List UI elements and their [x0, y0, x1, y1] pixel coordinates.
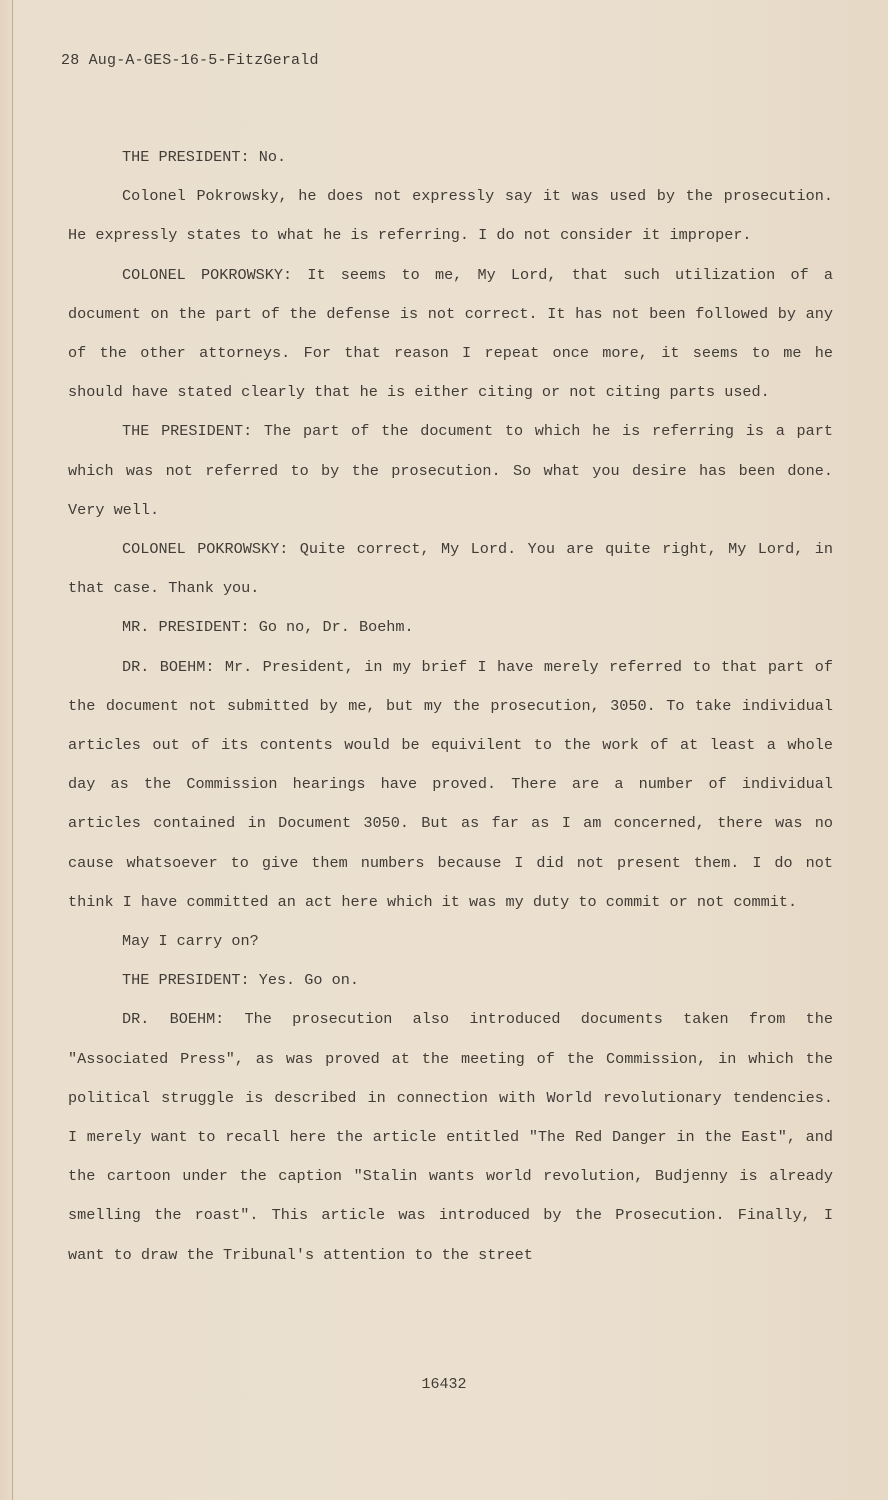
- paragraph-president-yes: THE PRESIDENT: Yes. Go on.: [122, 971, 359, 990]
- document-body: [68, 138, 833, 1275]
- page-number: 16432: [421, 1376, 467, 1393]
- paragraph-pokrowsky-agrees: COLONEL POKROWSKY: Quite correct, My Lord. You are quite right, My Lord, in that case. Thank you.: [68, 540, 833, 598]
- paragraph-president-ruling: Colonel Pokrowsky, he does not expressly say it was used by the prosecution. He expressly states to what he is referring. I do not consider it improper.: [68, 187, 833, 245]
- page-edge-line: [12, 0, 13, 1500]
- paragraph-boehm-documents: DR. BOEHM: The prosecution also introduced documents taken from the "Associated Press", as was proved at the meeting of the Commission, in which the political struggle is described in connection with World revolutionary tendencies. I merely want to recall here the article entitled "The Red Danger in the East", and the cartoon under the caption "Stalin wants world revolution, Budjenny is already smelling the roast". This article was introduced by the Prosecution. Finally, I want to draw the Tribunal's attention to the street: [68, 1010, 833, 1264]
- paragraph-boehm-brief: DR. BOEHM: Mr. President, in my brief I have merely referred to that part of the document not submitted by me, but my the prosecution, 3050. To take individual articles out of its contents would be equivilent to the work of at least a whole day as the Commission hearings have proved. There are a number of individual articles contained in Document 3050. But as far as I am concerned, there was no cause whatsoever to give them numbers because I did not present them. I do not think I have committed an act here which it was my duty to commit or not commit.: [68, 657, 833, 911]
- paragraph-pokrowsky-objection: COLONEL POKROWSKY: It seems to me, My Lord, that such utilization of a document on the part of the defense is not correct. It has not been followed by any of the other attorneys. For that reason I repeat once more, it seems to me he should have stated clearly that he is either citing or not citing parts used.: [68, 265, 833, 402]
- document-header: 28 Aug-A-GES-16-5-FitzGerald: [61, 52, 319, 69]
- paragraph-boehm-question: May I carry on?: [122, 932, 259, 951]
- paragraph-president-go-on: MR. PRESIDENT: Go no, Dr. Boehm.: [122, 618, 414, 637]
- paragraph-president-response: THE PRESIDENT: The part of the document to which he is referring is a part which was not referred to by the prosecution. So what you desire has been done. Very well.: [68, 422, 833, 519]
- paragraph-president-no: THE PRESIDENT: No.: [122, 148, 287, 166]
